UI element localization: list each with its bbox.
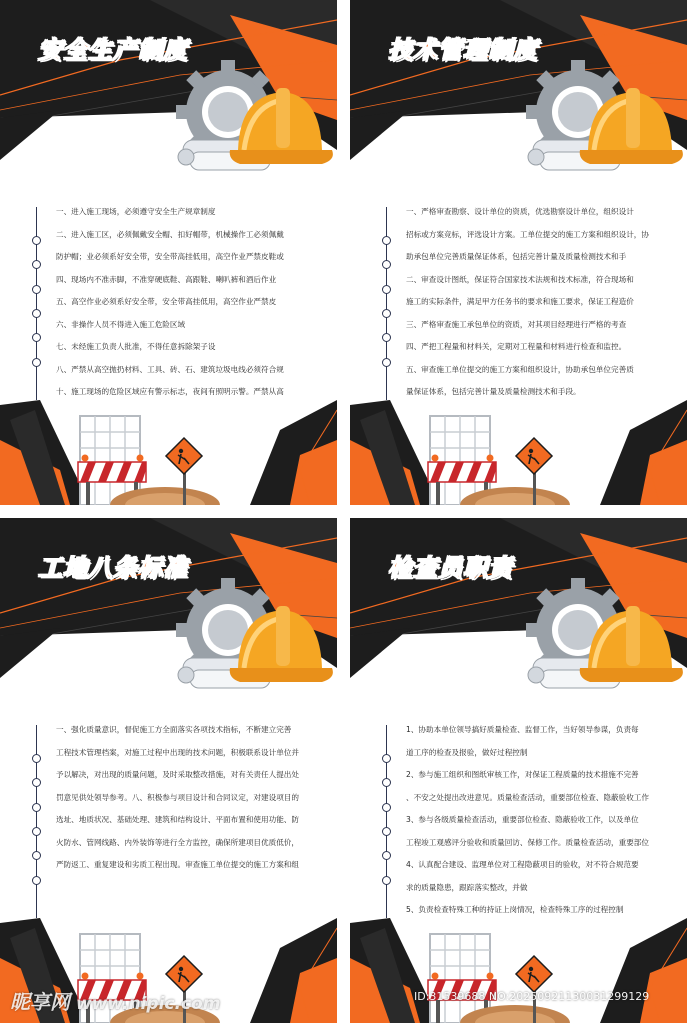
panel-title: 安全生产制度: [38, 36, 188, 64]
timeline-dot: [32, 754, 41, 763]
body-line: 招标或方案竞标，评选设计方案。工单位提交的施工方案和组织设计，协: [406, 229, 649, 239]
poster-panel: [0, 518, 337, 1023]
timeline-dot: [382, 260, 391, 269]
body-line: 一、严格审查勘察、设计单位的资质，优选勘察设计单位，组织设计: [406, 207, 634, 216]
poster-panel: [350, 0, 687, 505]
body-line: 二、审查设计图纸，保证符合国家技术法规和技术标准，符合现场和: [406, 274, 634, 284]
body-line: 施工的实际条件，满足甲方任务书的要求和施工要求，保证工程造价: [406, 297, 634, 306]
body-line: 道工序的检查及报验，做好过程控制: [406, 747, 528, 757]
body-line: 五、审查施工单位提交的施工方案和组织设计，协助承包单位完善质: [406, 364, 634, 374]
body-line: 2、参与施工组织和图纸审核工作，对保证工程质量的技术措施不完善: [406, 770, 639, 779]
timeline-dot: [382, 754, 391, 763]
timeline-dot: [32, 285, 41, 294]
poster-panel: [0, 0, 337, 505]
body-line: 一、进入施工现场，必须遵守安全生产规章制度: [56, 207, 216, 216]
body-line: 助承包单位完善质量保证体系，包括完善计量及质量检测技术和手: [406, 252, 627, 261]
body-line: 求的质量隐患，跟踪落实整改，并做: [406, 882, 528, 892]
timeline-dot: [32, 778, 41, 787]
timeline-dot: [32, 827, 41, 836]
panel-title: 检查员职责: [388, 554, 513, 582]
body-line: 五、高空作业必须系好安全带，安全带高挂低用，高空作业严禁皮: [56, 297, 277, 306]
body-line: 5、负责检查特殊工种的持证上岗情况，检查特殊工序的过程控制: [406, 905, 624, 914]
watermark-brand: 昵享网 www.nipic.com: [10, 990, 221, 1014]
timeline-dot: [382, 236, 391, 245]
timeline-dot: [382, 827, 391, 836]
timeline-dot: [382, 358, 391, 367]
watermark-url: www.nipic.com: [76, 994, 221, 1014]
timeline-dot: [32, 851, 41, 860]
timeline-dot: [32, 236, 41, 245]
timeline-dot: [32, 876, 41, 885]
timeline-dot: [382, 876, 391, 885]
body-line: 二、进入施工区，必须佩戴安全帽、扣好帽带，机械操作工必须佩戴: [56, 229, 284, 239]
timeline-dot: [382, 851, 391, 860]
panel-body-text: [406, 719, 674, 922]
timeline-dot: [382, 285, 391, 294]
body-line: 四、现场内不准赤脚，不准穿硬底鞋、高跟鞋、喇叭裤和酒后作业: [56, 274, 277, 284]
panel-title: 技术管理制度: [388, 36, 538, 64]
body-line: 4、认真配合建设、监理单位对工程隐蔽项目的验收，对不符合规范要: [406, 860, 639, 869]
timeline-dot: [382, 803, 391, 812]
body-line: 1、协助本单位领导搞好质量检查、监督工作，当好领导参谋，负责每: [406, 725, 639, 734]
body-line: 工程技术管理档案，对施工过程中出现的技术问题，积极联系设计单位并: [56, 747, 299, 757]
body-line: 3、参与各级质量检查活动，重要部位检查、隐蔽验收工作，以及单位: [406, 815, 639, 824]
timeline-dot: [32, 803, 41, 812]
timeline-dot: [382, 333, 391, 342]
timeline-dot: [32, 260, 41, 269]
timeline-dot: [32, 309, 41, 318]
body-line: 选址、地质状况、基础处理、建筑和结构设计、平面布置和使用功能、防: [56, 815, 299, 824]
body-line: 、不安之处提出改进意见。质量检查活动，重要部位检查、隐蔽验收工作: [406, 792, 649, 802]
timeline-dot: [32, 358, 41, 367]
body-line: 七、未经施工负责人批准，不得任意拆除架子设: [56, 342, 216, 351]
poster-panel: [350, 518, 687, 1023]
panel-body-text: [56, 719, 324, 877]
body-line: 火防水、管网线路、内外装饰等进行全方监控，确保所建项目优质低价，: [56, 837, 299, 847]
body-line: 罚意见供处领导参考。八、积极参与项目设计和合同议定，对建设项目的: [56, 792, 299, 802]
panel-title: 工地八条标准: [38, 554, 188, 582]
body-line: 严防返工、重复建设和劣质工程出现。审查施工单位提交的施工方案和组: [56, 860, 299, 869]
body-line: 予以解决，对出现的质量问题，及时采取整改措施，对有关责任人提出处: [56, 770, 299, 779]
panel-body-text: [406, 201, 674, 404]
watermark-id: ID:31539688 NO:20250921130031299129: [414, 990, 650, 1003]
body-line: 八、严禁从高空抛扔材料、工具、砖、石、建筑垃圾电线必须符合规: [56, 364, 284, 374]
body-line: 工程竣工观感评分验收和质量回访、保修工作。质量检查活动，重要部位: [406, 837, 649, 847]
body-line: 六、非操作人员不得进入施工危险区域: [56, 319, 186, 329]
body-line: 十、施工现场的危险区域应有警示标志，夜间有照明示警。严禁从高: [56, 387, 284, 396]
timeline-dot: [382, 309, 391, 318]
body-line: 三、严格审查施工承包单位的资质，对其项目经理进行严格的考查: [406, 319, 627, 329]
body-line: 四、严把工程量和材料关，定期对工程量和材料进行检查和监控。: [406, 342, 627, 351]
timeline-dot: [32, 333, 41, 342]
panel-body-text: [56, 201, 324, 404]
body-line: 防护帽；业必须系好安全带，安全带高挂低用，高空作业严禁皮鞋或: [56, 252, 284, 261]
body-line: 一、强化质量意识，督促施工方全面落实各项技术指标，不断建立完善: [56, 725, 292, 734]
timeline-dot: [382, 778, 391, 787]
body-line: 量保证体系，包括完善计量及质量检测技术和手段。: [406, 387, 581, 396]
